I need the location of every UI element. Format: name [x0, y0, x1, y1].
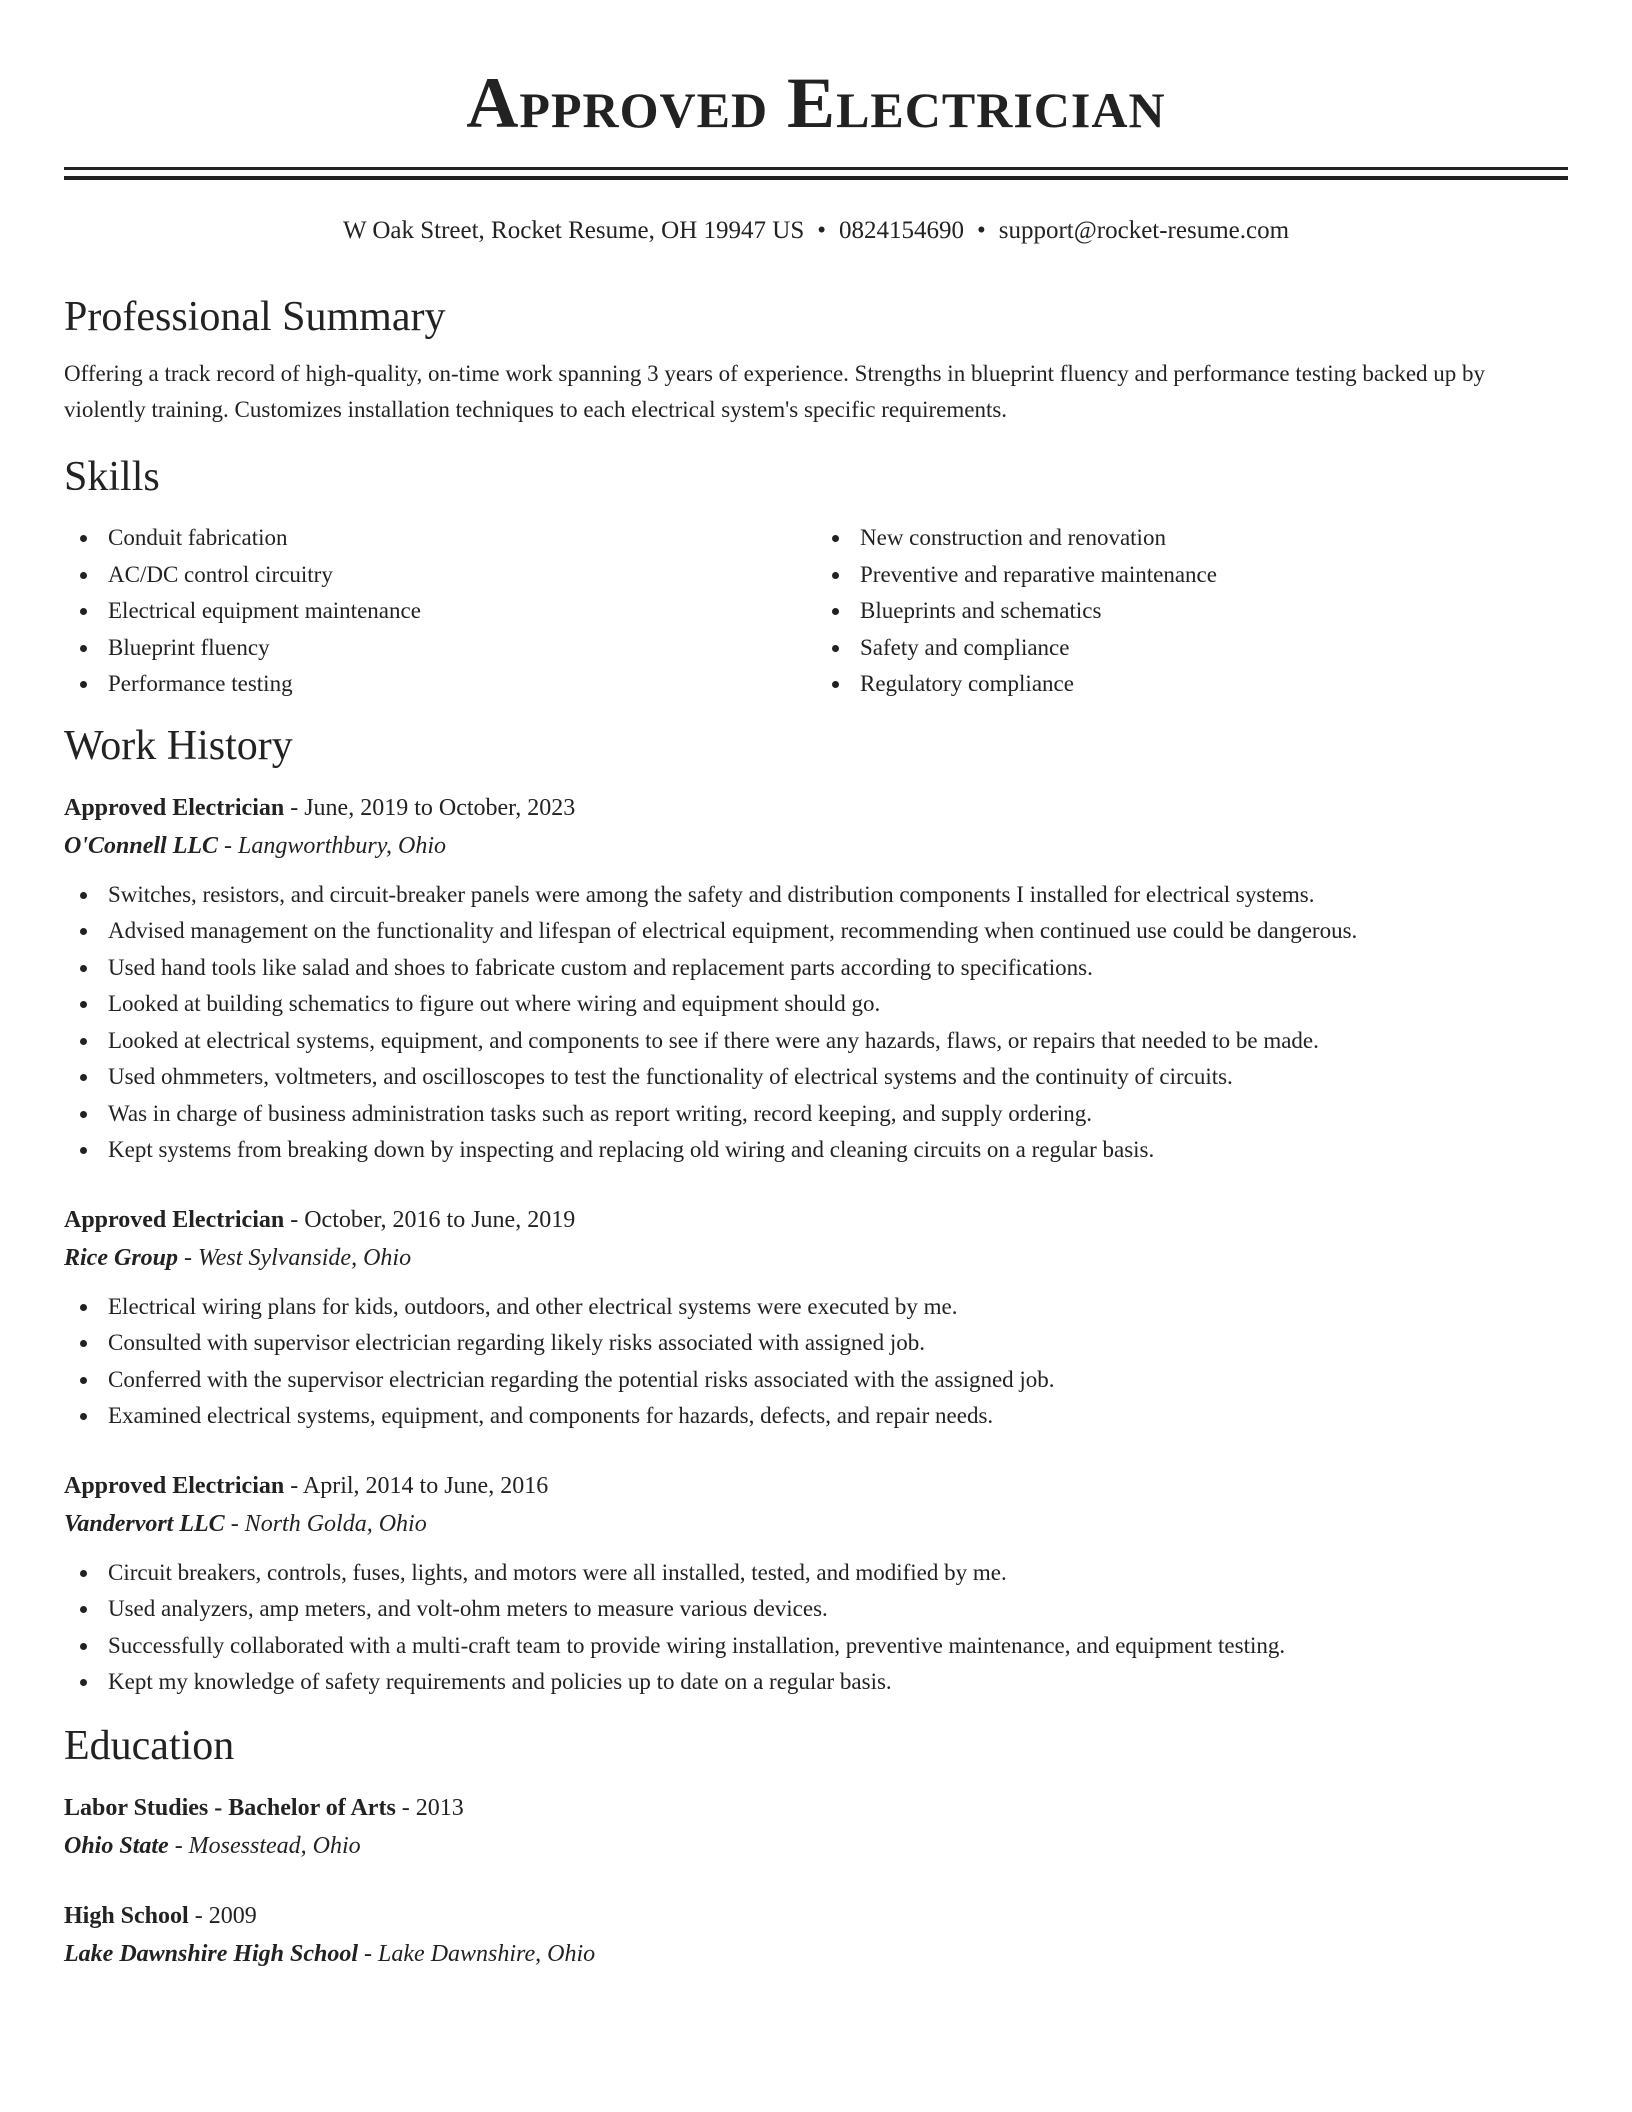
job-title-line — [64, 789, 1568, 827]
skills-column-right — [816, 520, 1568, 703]
job-location: - West Sylvanside, Ohio — [178, 1244, 412, 1271]
resume-content — [64, 290, 1568, 1973]
job-bullet: Consulted with supervisor electrician regarding likely risks associated with assigned job. — [64, 1325, 1568, 1362]
skill-item: Preventive and reparative maintenance — [816, 557, 1568, 594]
contact-line — [64, 214, 1568, 248]
education-location: - Mosesstead, Ohio — [168, 1832, 361, 1859]
job-bullet: Looked at building schematics to figure out where wiring and equipment should go. — [64, 986, 1568, 1023]
job-bullet: Used hand tools like salad and shoes to fabricate custom and replacement parts according to specifications. — [64, 950, 1568, 987]
job-bullet: Switches, resistors, and circuit-breaker panels were among the safety and distribution components I installed for electrical systems. — [64, 877, 1568, 914]
job-bullet: Was in charge of business administration tasks such as report writing, record keeping, and supply ordering. — [64, 1096, 1568, 1133]
job-bullets — [64, 1555, 1568, 1701]
job-entry — [64, 1467, 1568, 1701]
job-bullet: Examined electrical systems, equipment, and components for hazards, defects, and repair needs. — [64, 1398, 1568, 1435]
education-school-line — [64, 1827, 1568, 1865]
job-bullet: Circuit breakers, controls, fuses, lights, and motors were all installed, tested, and modified by me. — [64, 1555, 1568, 1592]
job-bullet: Used ohmmeters, voltmeters, and oscilloscopes to test the functionality of electrical systems and the continuity of circuits. — [64, 1059, 1568, 1096]
job-title: Approved Electrician — [64, 1206, 285, 1233]
job-dates: - October, 2016 to June, 2019 — [284, 1206, 576, 1233]
job-title-line — [64, 1201, 1568, 1239]
job-title: Approved Electrician — [64, 1472, 285, 1499]
skills-column-left — [64, 520, 816, 703]
education-entry — [64, 1897, 1568, 1973]
job-dates: - April, 2014 to June, 2016 — [284, 1472, 549, 1499]
education-school-line — [64, 1935, 1568, 1973]
summary-text: Offering a track record of high-quality, on-time work spanning 3 years of experience. Strengths in blueprint fluency and performance testing backed up by violently training. Customizes installation techniques to each electrical system's specific requirements. — [64, 361, 1486, 422]
skill-item: Regulatory compliance — [816, 666, 1568, 703]
education-school: Lake Dawnshire High School — [64, 1940, 359, 1967]
contact-separator: • — [817, 217, 826, 244]
education-entry — [64, 1789, 1568, 1865]
education-degree-line — [64, 1897, 1568, 1935]
job-bullet: Looked at electrical systems, equipment, and components to see if there were any hazards, flaws, or repairs that needed to be made. — [64, 1023, 1568, 1060]
job-company-line — [64, 1505, 1568, 1543]
skill-item: Blueprint fluency — [64, 630, 816, 667]
summary-heading: Professional Summary — [64, 294, 446, 340]
job-location: - Langworthbury, Ohio — [218, 832, 447, 859]
job-company: O'Connell LLC — [64, 832, 219, 859]
skill-item: Conduit fabrication — [64, 520, 816, 557]
skill-item: New construction and renovation — [816, 520, 1568, 557]
job-bullet: Conferred with the supervisor electrician regarding the potential risks associated with the assigned job. — [64, 1362, 1568, 1399]
skill-item: Performance testing — [64, 666, 816, 703]
job-bullets — [64, 1289, 1568, 1435]
skill-item: AC/DC control circuitry — [64, 557, 816, 594]
education-degree: Labor Studies - Bachelor of Arts — [64, 1794, 396, 1821]
education-year: - 2009 — [188, 1902, 257, 1929]
job-bullet: Advised management on the functionality and lifespan of electrical equipment, recommending when continued use could be dangerous. — [64, 913, 1568, 950]
skill-item: Safety and compliance — [816, 630, 1568, 667]
job-bullet: Electrical wiring plans for kids, outdoors, and other electrical systems were executed by me. — [64, 1289, 1568, 1326]
skills-heading: Skills — [64, 454, 160, 500]
education-school: Ohio State — [64, 1832, 169, 1859]
job-bullet: Successfully collaborated with a multi-craft team to provide wiring installation, preventive maintenance, and equipment testing. — [64, 1628, 1568, 1665]
summary-section — [64, 290, 1568, 428]
job-entry — [64, 1201, 1568, 1435]
header-divider-thick — [64, 167, 1568, 170]
skill-item: Electrical equipment maintenance — [64, 593, 816, 630]
work-history-heading: Work History — [64, 722, 293, 769]
job-location: - North Golda, Ohio — [224, 1510, 427, 1537]
contact-phone: 0824154690 — [838, 217, 964, 244]
education-heading: Education — [64, 1722, 235, 1769]
job-bullet: Kept systems from breaking down by inspecting and replacing old wiring and cleaning circuits on a regular basis. — [64, 1132, 1568, 1169]
contact-separator: • — [976, 217, 986, 244]
candidate-name: Approved Electrician — [466, 63, 1166, 143]
contact-address: W Oak Street, Rocket Resume, OH 19947 US — [342, 217, 805, 244]
skill-item: Blueprints and schematics — [816, 593, 1568, 630]
header-divider-thin — [64, 176, 1568, 180]
education-location: - Lake Dawnshire, Ohio — [358, 1940, 596, 1967]
job-bullet: Kept my knowledge of safety requirements and policies up to date on a regular basis. — [64, 1664, 1568, 1701]
education-degree-line — [64, 1789, 1568, 1827]
job-bullets — [64, 877, 1568, 1169]
education-year: - 2013 — [395, 1794, 464, 1821]
job-company: Vandervort LLC — [64, 1510, 225, 1537]
work-history-section — [64, 719, 1568, 1701]
job-bullet: Used analyzers, amp meters, and volt-ohm meters to measure various devices. — [64, 1591, 1568, 1628]
job-entry — [64, 789, 1568, 1169]
education-degree: High School — [64, 1902, 189, 1929]
skills-section — [64, 450, 1568, 703]
job-title: Approved Electrician — [64, 794, 285, 821]
job-title-line — [64, 1467, 1568, 1505]
job-company-line — [64, 1239, 1568, 1277]
education-section — [64, 1719, 1568, 1973]
job-company-line — [64, 827, 1568, 865]
skills-grid — [64, 520, 1568, 703]
job-company: Rice Group — [64, 1244, 178, 1271]
contact-email[interactable]: support@rocket-resume.com — [998, 217, 1290, 244]
job-dates: - June, 2019 to October, 2023 — [284, 794, 576, 821]
